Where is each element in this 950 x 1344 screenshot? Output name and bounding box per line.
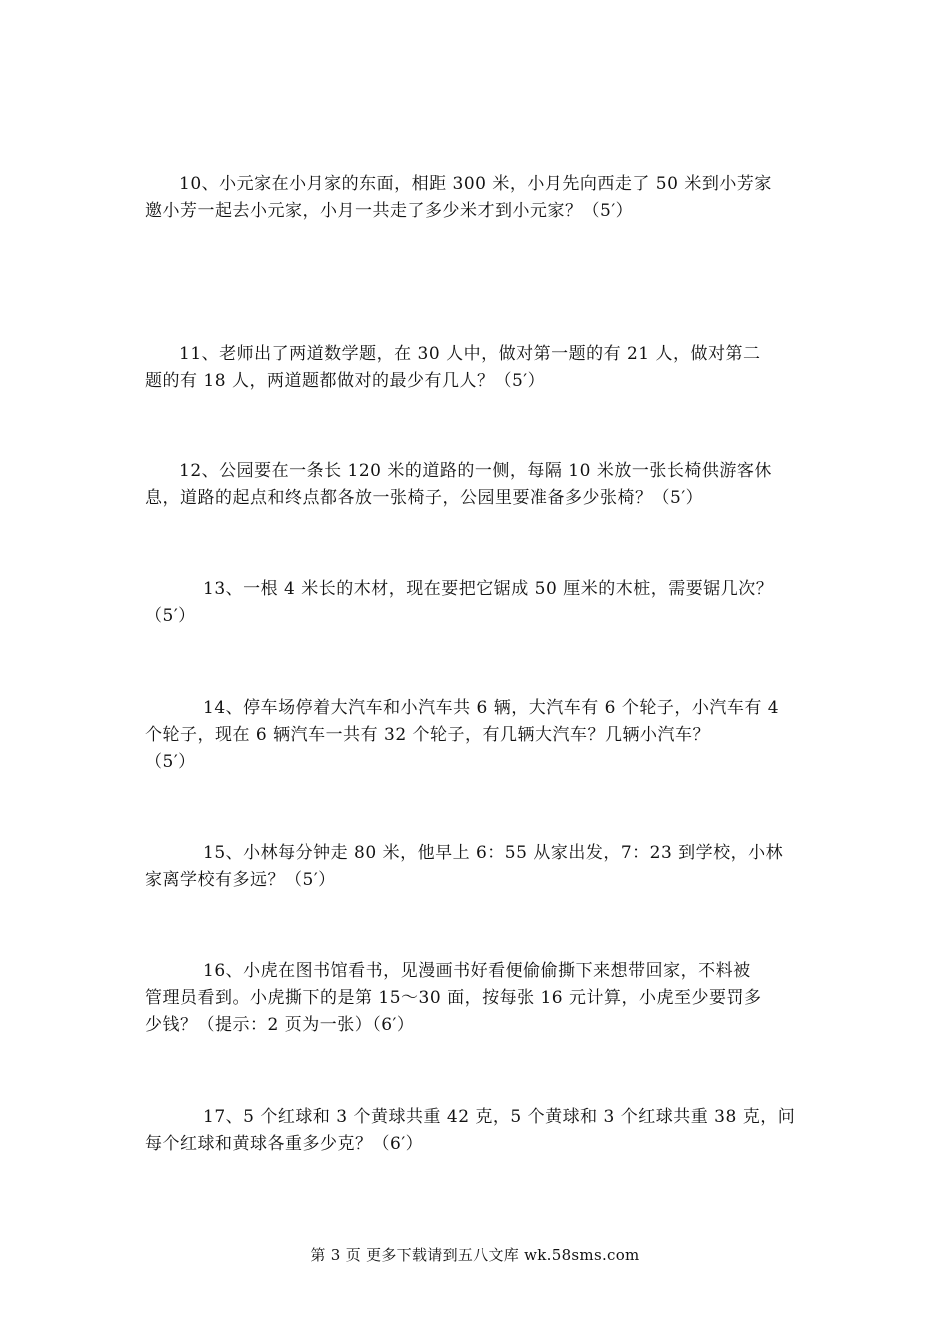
question-14 <box>145 695 805 776</box>
question-16-line-2: 管理员看到。小虎撕下的是第 15～30 面，按每张 16 元计算，小虎至少要罚多 <box>145 988 762 1008</box>
question-13-line-2: （5′） <box>145 606 196 626</box>
question-16 <box>145 958 805 1039</box>
question-16-line-3: 少钱？（提示：2 页为一张）（6′） <box>145 1015 415 1035</box>
question-14-line-1: 14、停车场停着大汽车和小汽车共 6 辆，大汽车有 6 个轮子，小汽车有 4 <box>203 698 780 718</box>
question-14-line-2: 个轮子，现在 6 辆汽车一共有 32 个轮子，有几辆大汽车？几辆小汽车？ <box>145 725 711 745</box>
question-14-line-3: （5′） <box>145 752 196 772</box>
question-17 <box>145 1104 805 1158</box>
question-11 <box>145 341 805 395</box>
question-11-line-2: 题的有 18 人，两道题都做对的最少有几人？（5′） <box>145 371 546 391</box>
page-footer: 第 3 页 更多下载请到五八文库 wk.58sms.com <box>310 1246 640 1264</box>
question-13-line-1: 13、一根 4 米长的木材，现在要把它锯成 50 厘米的木桩，需要锯几次？ <box>203 579 774 599</box>
question-16-line-1: 16、小虎在图书馆看书，见漫画书好看便偷偷撕下来想带回家，不料被 <box>203 961 751 981</box>
question-15-line-2: 家离学校有多远？（5′） <box>145 870 336 890</box>
question-12-line-2: 息，道路的起点和终点都各放一张椅子，公园里要准备多少张椅？（5′） <box>145 488 704 508</box>
question-12 <box>145 458 805 512</box>
question-15 <box>145 840 805 894</box>
question-11-line-1: 11、老师出了两道数学题，在 30 人中，做对第一题的有 21 人，做对第二 <box>179 344 761 364</box>
question-13 <box>145 576 805 630</box>
question-12-line-1: 12、公园要在一条长 120 米的道路的一侧，每隔 10 米放一张长椅供游客休 <box>179 461 772 481</box>
question-15-line-1: 15、小林每分钟走 80 米，他早上 6：55 从家出发，7：23 到学校，小林 <box>203 843 784 863</box>
question-10-line-1: 10、小元家在小月家的东面，相距 300 米，小月先向西走了 50 米到小芳家 <box>179 174 772 194</box>
question-10-line-2: 邀小芳一起去小元家，小月一共走了多少米才到小元家？（5′） <box>145 201 634 221</box>
question-17-line-1: 17、5 个红球和 3 个黄球共重 42 克，5 个黄球和 3 个红球共重 38 克，问 <box>203 1107 796 1127</box>
question-17-line-2: 每个红球和黄球各重多少克？（6′） <box>145 1134 424 1154</box>
question-10 <box>145 171 805 225</box>
